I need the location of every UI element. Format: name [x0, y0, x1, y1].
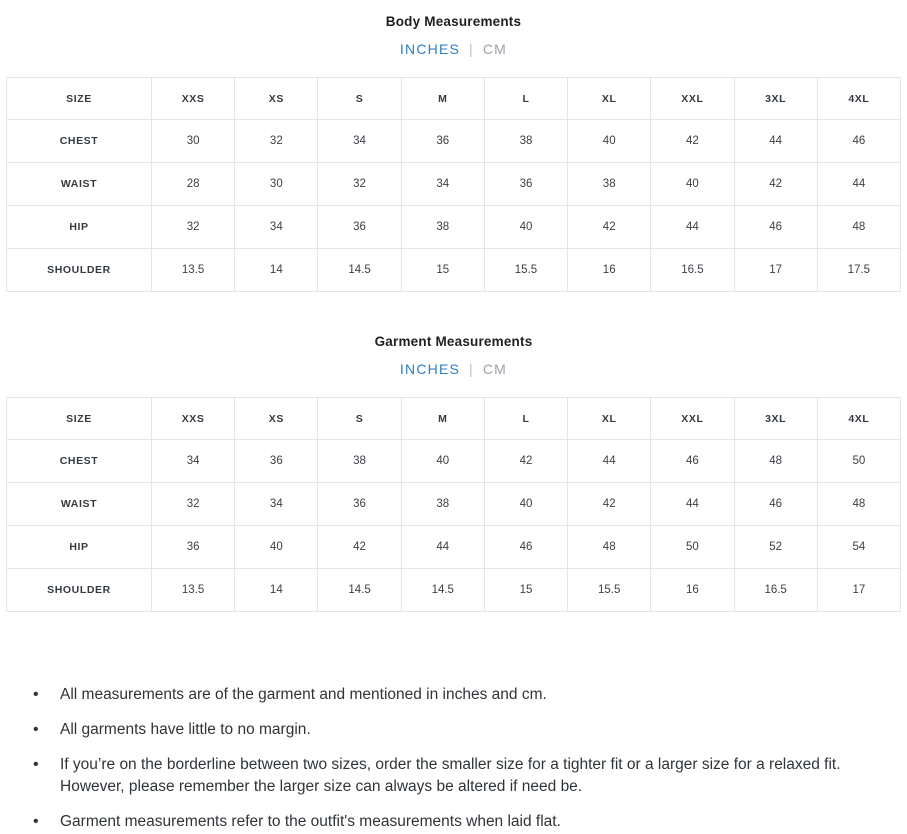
- cell-hip-l: 40: [484, 206, 567, 249]
- bullet-icon: •: [33, 686, 39, 703]
- bullet-icon: •: [33, 813, 39, 830]
- cell-chest-l: 38: [484, 120, 567, 163]
- header-l: L: [484, 398, 567, 440]
- cell-shoulder-xs: 14: [235, 569, 318, 612]
- cell-shoulder-m: 15: [401, 249, 484, 292]
- table-row: [7, 440, 901, 483]
- cell-chest-3xl: 44: [734, 120, 817, 163]
- bullet-icon: •: [33, 756, 39, 773]
- cell-waist-xs: 34: [235, 483, 318, 526]
- cell-waist-s: 32: [318, 163, 401, 206]
- header-s: S: [318, 398, 401, 440]
- cell-hip-l: 46: [484, 526, 567, 569]
- body-measurements-table: [6, 77, 901, 292]
- cell-chest-m: 40: [401, 440, 484, 483]
- cell-hip-m: 44: [401, 526, 484, 569]
- cell-hip-xl: 42: [568, 206, 651, 249]
- cell-shoulder-l: 15.5: [484, 249, 567, 292]
- garment-measurements-table: [6, 397, 901, 612]
- cell-shoulder-xxl: 16: [651, 569, 734, 612]
- header-xs: XS: [235, 78, 318, 120]
- section-title-garment: Garment Measurements: [374, 334, 533, 349]
- cell-shoulder-3xl: 17: [734, 249, 817, 292]
- unit-toggle-garment: [0, 361, 907, 377]
- cell-shoulder-s: 14.5: [318, 569, 401, 612]
- cell-shoulder-s: 14.5: [318, 249, 401, 292]
- list-item: [33, 684, 907, 706]
- cell-shoulder-xs: 14: [235, 249, 318, 292]
- cell-waist-xxl: 40: [651, 163, 734, 206]
- notes-list: [0, 684, 907, 833]
- cell-shoulder-3xl: 16.5: [734, 569, 817, 612]
- cell-hip-xs: 34: [235, 206, 318, 249]
- header-4xl: 4XL: [817, 398, 900, 440]
- unit-separator-body: |: [469, 41, 474, 57]
- cell-hip-xxs: 36: [152, 526, 235, 569]
- table-row: [7, 163, 901, 206]
- header-3xl: 3XL: [734, 398, 817, 440]
- cell-shoulder-4xl: 17.5: [817, 249, 900, 292]
- header-xl: XL: [568, 78, 651, 120]
- cell-waist-xs: 30: [235, 163, 318, 206]
- row-label-waist: WAIST: [7, 483, 152, 526]
- header-xxl: XXL: [651, 78, 734, 120]
- unit-inches-garment[interactable]: INCHES: [399, 361, 461, 377]
- cell-waist-4xl: 44: [817, 163, 900, 206]
- cell-chest-xxl: 46: [651, 440, 734, 483]
- header-l: L: [484, 78, 567, 120]
- cell-hip-3xl: 52: [734, 526, 817, 569]
- header-m: M: [401, 398, 484, 440]
- note-text: Garment measurements refer to the outfit's measurements when laid flat.: [60, 813, 561, 830]
- cell-waist-l: 36: [484, 163, 567, 206]
- cell-waist-3xl: 46: [734, 483, 817, 526]
- cell-waist-xxs: 32: [152, 483, 235, 526]
- cell-waist-xl: 42: [568, 483, 651, 526]
- cell-chest-xxs: 30: [152, 120, 235, 163]
- table-row: [7, 483, 901, 526]
- header-m: M: [401, 78, 484, 120]
- cell-waist-m: 38: [401, 483, 484, 526]
- table-header-row: [7, 78, 901, 120]
- note-text: If you’re on the borderline between two sizes, order the smaller size for a tighter fit or a larger size for a relaxed fit. However, please remember the larger size can always be altered if need be.: [60, 756, 841, 795]
- cell-shoulder-l: 15: [484, 569, 567, 612]
- header-xl: XL: [568, 398, 651, 440]
- header-size: SIZE: [7, 78, 152, 120]
- cell-shoulder-xl: 16: [568, 249, 651, 292]
- cell-chest-s: 34: [318, 120, 401, 163]
- unit-separator-garment: |: [469, 361, 474, 377]
- cell-waist-4xl: 48: [817, 483, 900, 526]
- cell-shoulder-4xl: 17: [817, 569, 900, 612]
- cell-waist-xxs: 28: [152, 163, 235, 206]
- cell-chest-4xl: 50: [817, 440, 900, 483]
- cell-hip-s: 42: [318, 526, 401, 569]
- cell-chest-s: 38: [318, 440, 401, 483]
- cell-hip-xxl: 50: [651, 526, 734, 569]
- cell-waist-xl: 38: [568, 163, 651, 206]
- cell-chest-xs: 32: [235, 120, 318, 163]
- table-row: [7, 249, 901, 292]
- header-s: S: [318, 78, 401, 120]
- unit-cm-garment[interactable]: CM: [482, 361, 508, 377]
- header-xxl: XXL: [651, 398, 734, 440]
- note-text: All garments have little to no margin.: [60, 721, 311, 738]
- row-label-waist: WAIST: [7, 163, 152, 206]
- garment-measurements-section: [0, 334, 907, 612]
- header-size: SIZE: [7, 398, 152, 440]
- cell-hip-4xl: 54: [817, 526, 900, 569]
- cell-hip-s: 36: [318, 206, 401, 249]
- header-xxs: XXS: [152, 398, 235, 440]
- header-3xl: 3XL: [734, 78, 817, 120]
- cell-hip-3xl: 46: [734, 206, 817, 249]
- list-item: [33, 719, 907, 741]
- header-4xl: 4XL: [817, 78, 900, 120]
- unit-cm-body[interactable]: CM: [482, 41, 508, 57]
- cell-hip-xxl: 44: [651, 206, 734, 249]
- body-measurements-section: [0, 14, 907, 292]
- row-label-hip: HIP: [7, 206, 152, 249]
- header-xs: XS: [235, 398, 318, 440]
- cell-waist-s: 36: [318, 483, 401, 526]
- cell-shoulder-xxs: 13.5: [152, 569, 235, 612]
- cell-shoulder-xl: 15.5: [568, 569, 651, 612]
- cell-hip-xs: 40: [235, 526, 318, 569]
- cell-chest-4xl: 46: [817, 120, 900, 163]
- cell-hip-xl: 48: [568, 526, 651, 569]
- cell-chest-xl: 40: [568, 120, 651, 163]
- cell-hip-4xl: 48: [817, 206, 900, 249]
- cell-waist-l: 40: [484, 483, 567, 526]
- unit-inches-body[interactable]: INCHES: [399, 41, 461, 57]
- table-row: [7, 526, 901, 569]
- cell-chest-xxs: 34: [152, 440, 235, 483]
- cell-chest-xl: 44: [568, 440, 651, 483]
- cell-chest-xs: 36: [235, 440, 318, 483]
- table-row: [7, 569, 901, 612]
- cell-shoulder-xxl: 16.5: [651, 249, 734, 292]
- cell-hip-m: 38: [401, 206, 484, 249]
- header-xxs: XXS: [152, 78, 235, 120]
- table-row: [7, 206, 901, 249]
- row-label-hip: HIP: [7, 526, 152, 569]
- unit-toggle-body: [0, 41, 907, 57]
- row-label-chest: CHEST: [7, 120, 152, 163]
- cell-hip-xxs: 32: [152, 206, 235, 249]
- cell-chest-3xl: 48: [734, 440, 817, 483]
- cell-chest-m: 36: [401, 120, 484, 163]
- cell-waist-m: 34: [401, 163, 484, 206]
- cell-chest-l: 42: [484, 440, 567, 483]
- cell-shoulder-m: 14.5: [401, 569, 484, 612]
- cell-waist-xxl: 44: [651, 483, 734, 526]
- note-text: All measurements are of the garment and mentioned in inches and cm.: [60, 686, 547, 703]
- section-title-body: Body Measurements: [385, 14, 522, 29]
- table-header-row: [7, 398, 901, 440]
- cell-chest-xxl: 42: [651, 120, 734, 163]
- bullet-icon: •: [33, 721, 39, 738]
- cell-shoulder-xxs: 13.5: [152, 249, 235, 292]
- cell-waist-3xl: 42: [734, 163, 817, 206]
- row-label-shoulder: SHOULDER: [7, 249, 152, 292]
- row-label-shoulder: SHOULDER: [7, 569, 152, 612]
- list-item: [33, 754, 907, 798]
- list-item: [33, 811, 907, 833]
- table-row: [7, 120, 901, 163]
- row-label-chest: CHEST: [7, 440, 152, 483]
